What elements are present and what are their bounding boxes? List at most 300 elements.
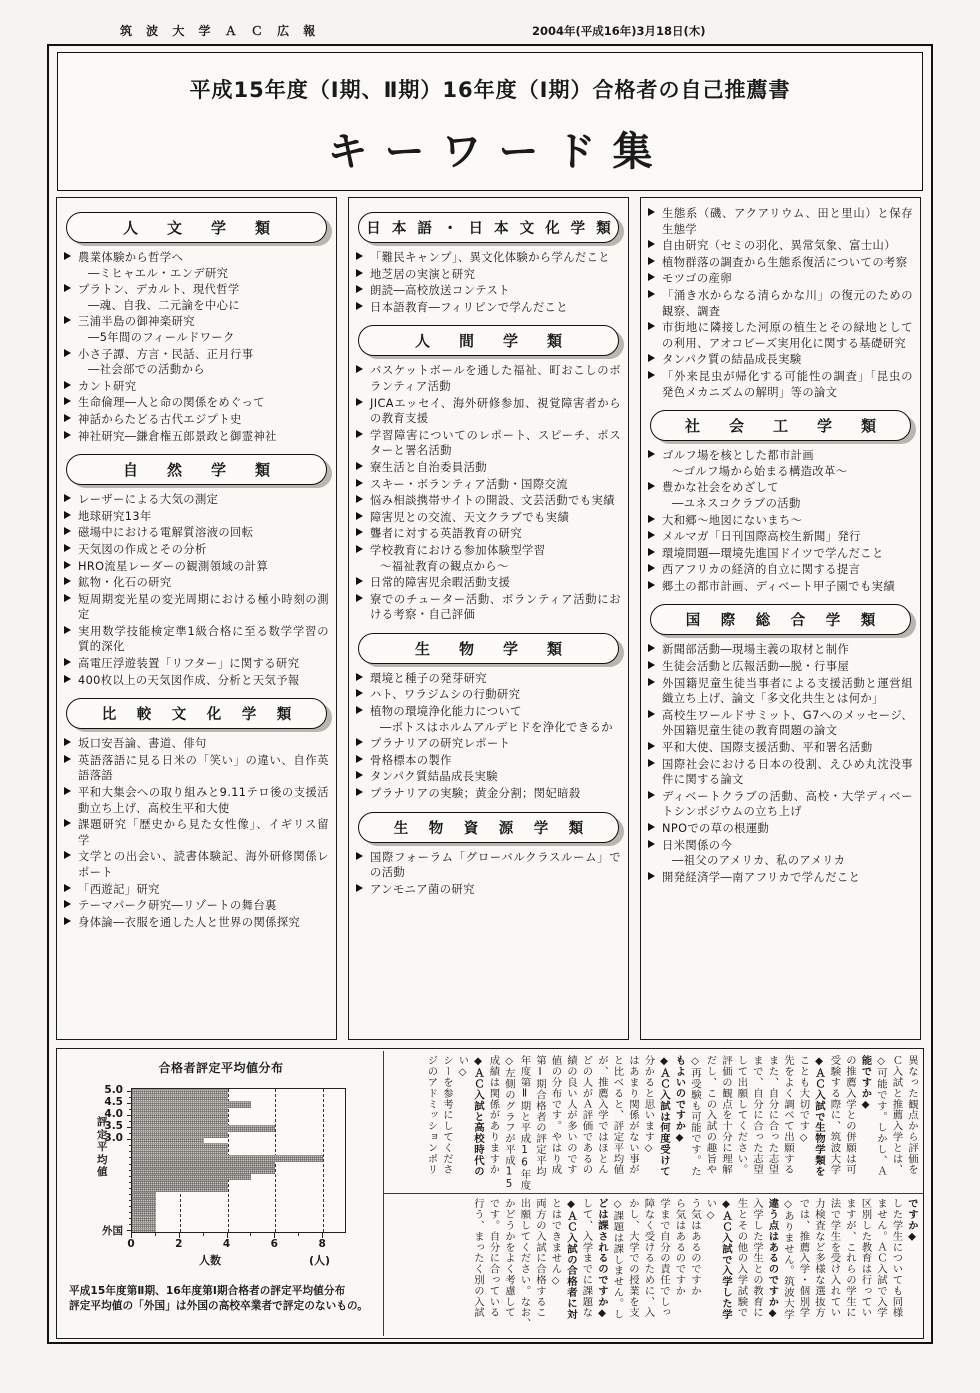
keyword-item-text: 障害児との交流、天文クラブでも実績 [370,510,570,524]
keyword-item [648,369,913,400]
keyword-item [64,525,329,541]
section-header [358,325,619,356]
qa-text-column: シーを参考にしてくださ [441,1055,453,1175]
qa-text-column: ジのアドミッションポリ [425,1055,438,1175]
section-header [358,633,619,664]
chart-y-minor-tick [129,1157,132,1158]
keyword-item [64,753,329,784]
chart-y-minor-tick [129,1133,132,1134]
keyword-item [356,267,621,283]
qa-text-column: ◇課題は課しません。し [611,1198,624,1320]
bullet-triangle-icon [356,512,363,520]
bullet-triangle-icon [648,548,655,556]
keyword-item [64,347,329,378]
chart-x-tick-label: 0 [127,1238,135,1250]
keyword-item [64,542,329,558]
keyword-item-text: 悩み相談携帯サイトの開設、文芸活動でも実績 [370,494,615,508]
masthead [0,22,980,44]
chart-y-minor-tick [129,1115,132,1116]
keyword-item-text: 天気図の作成とその分析 [78,542,207,556]
chart-y-minor-tick [129,1224,132,1225]
section-header-label: 国 際 総 合 学 類 [685,613,879,630]
keyword-item-text: 「難民キャンプ」、異文化体験から学んだこと [370,251,610,264]
bullet-triangle-icon [648,208,655,216]
section-header-pill [358,633,619,664]
keyword-list [356,850,621,898]
section-header [66,698,327,729]
keyword-item-text: 高電圧浮遊装置「リフター」に関する研究 [78,657,300,671]
keyword-item-text: 実用数学技能検定準1級合格に至る数学学習の質的深化 [78,624,329,654]
keyword-item [648,238,913,254]
keyword-item [64,395,329,411]
bullet-triangle-icon [648,759,655,767]
keyword-item [64,592,329,623]
bullet-triangle-icon [648,240,655,248]
keyword-item-text: 生命倫理―人と命の関係をめぐって [78,396,265,410]
keyword-item [64,785,329,816]
bullet-triangle-icon [64,349,71,357]
keyword-item-text: 身体論―衣服を通した人と世界の関係探究 [78,915,301,929]
qa-text-column: ◇再受験も可能です。た [689,1055,701,1177]
keyword-item-text: 大和郷～地図にないまち～ [662,513,803,527]
keyword-item [64,817,329,848]
chart-caption [69,1284,379,1313]
bullet-triangle-icon [356,771,363,779]
qa-text-column: ◇可能です。しかし、Ａ [875,1055,887,1177]
bullet-triangle-icon [356,528,363,536]
qa-text-column: 値の分布です。やはり成 [549,1055,562,1175]
keyword-item-text: バスケットボールを通した福祉、町おこしのボランティア活動 [370,364,621,393]
keyword-item-text: 農業体験から哲学へ [78,251,184,264]
chart-caption-line-1: 平成15年度第Ⅱ期、16年度第Ⅰ期合格者の評定平均値分布 [69,1285,346,1297]
bullet-triangle-icon [648,678,655,686]
bullet-triangle-icon [356,788,363,796]
keyword-item [648,821,913,837]
bullet-triangle-icon [64,577,71,585]
chart-y-minor-tick [129,1164,132,1165]
bullet-triangle-icon [356,689,363,697]
keyword-item-text: 日本語教育―フィリピンで学んだこと [370,300,568,314]
keyword-item-text: 小さ子譚、方言・民話、正月行事 [78,347,254,361]
section-header-label: 生 物 学 類 [414,639,569,658]
qa-text-column: どの人がＡ評価であるの [580,1055,593,1175]
bullet-triangle-icon [356,302,363,310]
keyword-item [648,789,913,820]
chart-x-tick-label: 8 [318,1238,326,1250]
section-header-pill [358,325,619,356]
keyword-item [648,708,913,739]
keyword-item-text: 西アフリカの経済的自立に関する提言 [662,563,861,577]
chart-x-tick [227,1233,228,1238]
keyword-item-text: ハト、ワラジムシの行動研究 [370,688,521,702]
keyword-item-text: 外国籍児童生徒当事者による支援活動と運営組織立ち上げ、論文「多文化共生とは何か」 [662,676,913,706]
keyword-item [648,255,913,271]
bullet-triangle-icon [356,398,363,406]
qa-text-column: 両方の入試に合格するこ [534,1198,546,1318]
keyword-item [356,592,621,623]
chart-y-tick-label: 外国 [102,1224,123,1237]
keyword-item [356,704,621,735]
bullet-triangle-icon [648,644,655,652]
keyword-item-text: 地球研究13年 [78,509,152,523]
bullet-triangle-icon [648,450,655,458]
keyword-item [356,428,621,459]
keyword-item-text: 平和大使、国際支援活動、平和署名活動 [662,741,873,755]
bullet-triangle-icon [64,851,71,859]
keyword-item-text: 課題研究「歴史から見た女性像」、イギリス留学 [78,818,329,847]
keyword-list [648,448,913,594]
keyword-item [64,624,329,655]
bullet-triangle-icon [648,840,655,848]
column-1 [56,197,337,1040]
keyword-item [648,659,913,675]
chart-y-minor-tick [129,1200,132,1201]
qa-text-column: 異なった観点から評価を [906,1055,918,1175]
section-header [66,454,327,485]
bullet-triangle-icon [356,365,363,373]
keyword-item-text: モツゴの産卵 [662,272,732,286]
qa-text-column: 先をよく調べて出願する [782,1055,794,1175]
bullet-triangle-icon [64,381,71,389]
bullet-triangle-icon [356,462,363,470]
qa-text-column: ◇左側のグラフが平成15 [503,1055,515,1191]
qa-text-column: した学生についても同様 [890,1198,903,1318]
chart-x-tick-label: 6 [270,1238,278,1250]
bullet-triangle-icon [64,414,71,422]
chart-plot [131,1088,346,1233]
keyword-list [64,250,329,444]
qa-text-column: う気はあるのですか [689,1198,701,1297]
keyword-item-text: 神話からたどる古代エジプト史 [78,412,242,426]
keyword-item-subtext: ―ユネスコクラブの活動 [672,496,801,510]
issue-date: 2004年(平成16年)3月18日(木) [532,24,706,38]
keyword-item-text: 坂口安吾論、書道、俳句 [78,737,207,751]
keyword-item [64,849,329,880]
bullet-triangle-icon [64,594,71,602]
keyword-item-text: 寮でのチューター活動、ボランティア活動における考察・自己評価 [370,592,621,622]
bullet-triangle-icon [356,577,363,585]
bullet-triangle-icon [64,316,71,324]
qa-top-block [384,1051,923,1194]
chart-y-minor-tick [129,1139,132,1140]
bullet-triangle-icon [356,495,363,503]
qa-text-column: ません。ＡＣ入試で入学 [875,1198,887,1318]
keyword-item [648,271,913,287]
qa-text-column: 生とその他の入学試験で [735,1198,748,1318]
qa-region [384,1051,923,1336]
section-header [358,212,619,243]
keyword-item [648,870,913,886]
qa-text-column: はあまり関係がない事が [627,1055,639,1175]
keyword-item-text: 生徒会活動と広報活動―脱・行事屋 [662,660,850,674]
keyword-item [356,250,621,266]
keyword-item-subtext: ―祖父のアメリカ、私のアメリカ [672,854,846,868]
qa-text-column: どは課されるのですか◆ [596,1198,608,1320]
qa-text-column: また、自分に合った志望 [766,1055,779,1175]
keyword-item [356,396,621,427]
keyword-item-text: 日常的障害児余暇活動支援 [370,576,511,590]
bullet-triangle-icon [64,252,71,260]
chart-x-minor-tick [298,1233,299,1236]
qa-text-column: まで、自分に合った志望 [751,1055,763,1175]
keyword-item-text: タンパク質の結晶成長実験 [662,353,802,367]
bullet-triangle-icon [64,527,71,535]
keyword-list [356,250,621,315]
chart-box [59,1051,384,1336]
title-subtitle: 平成15年度（Ⅰ期、Ⅱ期）16年度（Ⅰ期）合格者の自己推薦書 [189,78,791,102]
column-3 [640,197,921,1040]
bullet-triangle-icon [356,706,363,714]
keyword-item [648,757,913,788]
bullet-triangle-icon [356,852,363,860]
section-header-pill [650,604,911,635]
keyword-item-text: 骨格標本の製作 [370,753,452,767]
keyword-item-subtext: ―ポトスはホルムアルデヒドを浄化できるか [380,720,613,734]
chart-y-minor-tick [129,1182,132,1183]
keyword-item [356,671,621,687]
chart-x-tick [131,1233,132,1238]
bullet-triangle-icon [356,594,363,602]
keyword-item-text: NPOでの草の根運動 [662,822,770,835]
chart-y-minor-tick [129,1109,132,1110]
section-header [650,410,911,441]
section-header-pill [358,212,619,243]
section-header-label: 人 間 学 類 [414,332,569,351]
chart-plot-area [59,1076,384,1267]
keyword-item [356,786,621,802]
title-block [57,52,923,191]
keyword-item [356,850,621,881]
keyword-item-subtext: ～福祉教育の観点から～ [380,559,509,573]
chart-x-tick [322,1233,323,1238]
keyword-item-text: メルマガ「日刊国際高校生新聞」発行 [662,530,861,544]
bullet-triangle-icon [64,884,71,892]
keyword-item-text: 「涌き水からなる清らかな川」の復元のための観察、調査 [662,288,913,318]
keyword-item [648,206,913,237]
qa-text-column: 障なく受けるために、入 [642,1198,655,1318]
keyword-item [356,543,621,574]
chart-y-minor-tick [129,1194,132,1195]
keyword-item [356,526,621,542]
keyword-item-text: 環境と種子の発芽研究 [370,671,487,685]
qa-text-column: 行う、まったく別の入試 [472,1198,484,1318]
section-header [358,812,619,843]
chart-y-minor-tick [129,1097,132,1098]
section-header-label: 社 会 工 学 類 [684,417,883,436]
keyword-item [648,838,913,869]
keyword-item-text: 国際社会における日本の役割、えひめ丸沈没事件に関する論文 [662,757,913,787]
keyword-item [64,379,329,395]
bullet-triangle-icon [64,675,71,683]
keyword-item-text: 自由研究（セミの羽化、異常気象、富士山） [662,239,896,253]
section-header-label: 比 較 文 化 学 類 [101,707,295,724]
keyword-item-text: HRO流星レーダーの観測領域の計算 [78,559,269,573]
chart-y-minor-tick [129,1121,132,1122]
bullet-triangle-icon [64,397,71,405]
keyword-item [356,363,621,394]
bullet-triangle-icon [356,884,363,892]
keyword-item [356,300,621,316]
qa-text-column: 評価の観点を十分に理解 [720,1055,732,1175]
keyword-item-text: 高校生ワールドサミット、G7へのメッセージ、外国籍児童生徒の教育問題の論文 [662,708,913,738]
keyword-item [648,352,913,368]
keyword-item-text: 磁場中における電解質溶液の回転 [78,526,254,540]
keyword-item [64,412,329,428]
keyword-item [64,282,329,313]
keyword-item [356,882,621,898]
column-2 [348,197,629,1040]
section-header [66,212,327,243]
chart-x-minor-tick [250,1233,251,1236]
qa-text-column: して出願してください。 [735,1055,748,1175]
keyword-item [356,283,621,299]
keyword-list [648,642,913,885]
bullet-triangle-icon [356,252,363,260]
paper-name: 筑 波 大 学 Ａ Ｃ 広 報 [120,24,321,38]
keyword-item-text: JICAエッセイ、海外研修参加、視覚障害者からの教育支援 [370,396,621,426]
keyword-item-text: 学習障害についてのレポート、スピーチ、ポスターと署名活動 [370,428,621,458]
keyword-item-text: タンパク質結晶成長実験 [370,770,498,784]
bullet-triangle-icon [356,738,363,746]
chart-gridline [323,1089,324,1232]
bullet-triangle-icon [64,544,71,552]
section-header-pill [358,812,619,843]
keyword-item [356,460,621,476]
bullet-triangle-icon [648,710,655,718]
qa-text-column: ますが、これらの学生に [844,1198,856,1318]
keyword-item-text: 環境問題―環境先進国ドイツで学んだこと [662,546,884,560]
qa-text-column: かし、大学での授業を支 [627,1198,639,1318]
bullet-triangle-icon [648,661,655,669]
qa-text-column: ◇ありません。筑波大学 [782,1198,794,1320]
keyword-item [64,429,329,445]
bullet-triangle-icon [64,494,71,502]
qa-text-column: が、推薦入学ではほとん [596,1055,608,1175]
bullet-triangle-icon [356,285,363,293]
bullet-triangle-icon [64,787,71,795]
keyword-item [648,480,913,511]
chart-y-tick-label: 4.0 [104,1108,123,1121]
bullet-triangle-icon [648,791,655,799]
qa-text-column: 区別した教育は行ってい [859,1198,872,1318]
qa-text-column: 違う点はあるのですか◆ [766,1198,779,1320]
keyword-item [64,575,329,591]
chart-y-minor-tick [129,1206,132,1207]
qa-text-column: ら気はあるのですか [673,1198,686,1297]
chart-x-tick [274,1233,275,1238]
qa-text-column: と比べると、評定平均値 [611,1055,624,1175]
qa-text-column: 法で学生を受け入れてい [828,1198,841,1318]
keyword-item-text: 短周期変光星の変光周期における極小時刻の測定 [78,592,329,622]
qa-text-column: い◇ [704,1198,717,1222]
keyword-item [356,736,621,752]
qa-text-column: 分かると思います◇ [642,1055,655,1155]
qa-text-column: ◆ＡＣ入試は何度受けて [658,1055,670,1177]
keyword-item [648,529,913,545]
keyword-item-text: ゴルフ場を核とした都市計画 [662,449,815,463]
bullet-triangle-icon [648,564,655,572]
bullet-triangle-icon [648,322,655,330]
section-header-label: 生 物 資 源 学 類 [393,820,587,837]
chart-x-tick [179,1233,180,1238]
bullet-triangle-icon [648,515,655,523]
bullet-triangle-icon [356,673,363,681]
keyword-item-text: 神社研究―鎌倉権五郎景政と御霊神社 [78,429,277,443]
section-header-label: 日 本 語 ・ 日 本 文 化 学 類 [366,221,614,237]
keyword-item-text: 市街地に隣接した河原の植生とその緑地としての利用、アオコビーズ実用化に関する基礎研究 [662,321,913,350]
bullet-triangle-icon [64,284,71,292]
keyword-item [64,250,329,281]
keyword-item-text: 学校教育における参加体験型学習 [370,543,546,557]
chart-title: 合格者評定平均値分布 [158,1061,284,1075]
bullet-triangle-icon [64,511,71,519]
chart-y-minor-tick [129,1188,132,1189]
keyword-list [356,363,621,623]
bullet-triangle-icon [356,269,363,277]
keyword-item-text: スキー・ボランティア活動・国際交流 [370,477,568,491]
page-title: キーワード集 [327,129,670,175]
keyword-list [648,206,913,400]
keyword-item [64,673,329,689]
keyword-item-text: 生態系（磯、アクアリウム、田と里山）と保存生態学 [662,207,913,236]
qa-text-column: ◆ＡＣ入試の合格者に対 [565,1198,577,1320]
bullet-triangle-icon [648,290,655,298]
chart-bar [132,1228,156,1233]
keyword-item-subtext: ―5年間のフィールドワーク [88,330,235,344]
bullet-triangle-icon [648,257,655,265]
qa-text-column: 第Ⅰ期合格者の評定平均 [534,1055,546,1177]
keyword-item [356,510,621,526]
keyword-item-text: カント研究 [78,379,137,393]
keyword-item-text: 豊かな社会をめざして [662,481,779,495]
keyword-item-text: 鉱物・化石の研究 [78,576,172,590]
section-header-label: 自 然 学 類 [122,461,277,480]
keyword-list [64,492,329,688]
qa-text-column: の推薦入学との併願は可 [844,1055,856,1175]
qa-text-column: 入学した学生との教育に [751,1198,763,1318]
qa-text-column: して、入学までに課題な [580,1198,593,1318]
keyword-item-text: 英語落語に見る日米の「笑い」の違い、自作英語落語 [78,753,329,783]
keyword-item-text: 地芝居の実演と研究 [370,267,476,281]
bullet-triangle-icon [648,742,655,750]
qa-text-column: です。自分に合っている [487,1198,500,1318]
chart-caption-line-2: 評定平均値の「外国」は外国の高校卒業者で評定のないもの。 [69,1299,368,1312]
bullet-triangle-icon [64,658,71,666]
bullet-triangle-icon [64,431,71,439]
keyword-item [648,642,913,658]
chart-y-tick-label: 4.5 [104,1096,123,1109]
bullet-triangle-icon [64,917,71,925]
chart-y-tick-label: 3.0 [104,1132,123,1145]
keyword-item-text: 郷土の都市計画、ディベート甲子園でも実績 [662,579,896,593]
chart-y-minor-tick [129,1176,132,1177]
keyword-item [648,288,913,319]
keyword-item [648,579,913,595]
bullet-triangle-icon [64,738,71,746]
bullet-triangle-icon [356,545,363,553]
bullet-triangle-icon [648,531,655,539]
keyword-item-text: 文学との出会い、読書体験記、海外研修関係レポート [78,850,329,879]
bullet-triangle-icon [356,755,363,763]
qa-text-column: ですか◆ [906,1198,918,1244]
chart-x-axis-unit: (人) [309,1254,331,1267]
chart-x-tick-label: 2 [175,1238,183,1250]
chart-y-minor-tick [129,1212,132,1213]
keyword-item [356,753,621,769]
keyword-item [64,559,329,575]
keyword-item [64,314,329,345]
keyword-item-text: プラナリアの研究レポート [370,737,511,751]
